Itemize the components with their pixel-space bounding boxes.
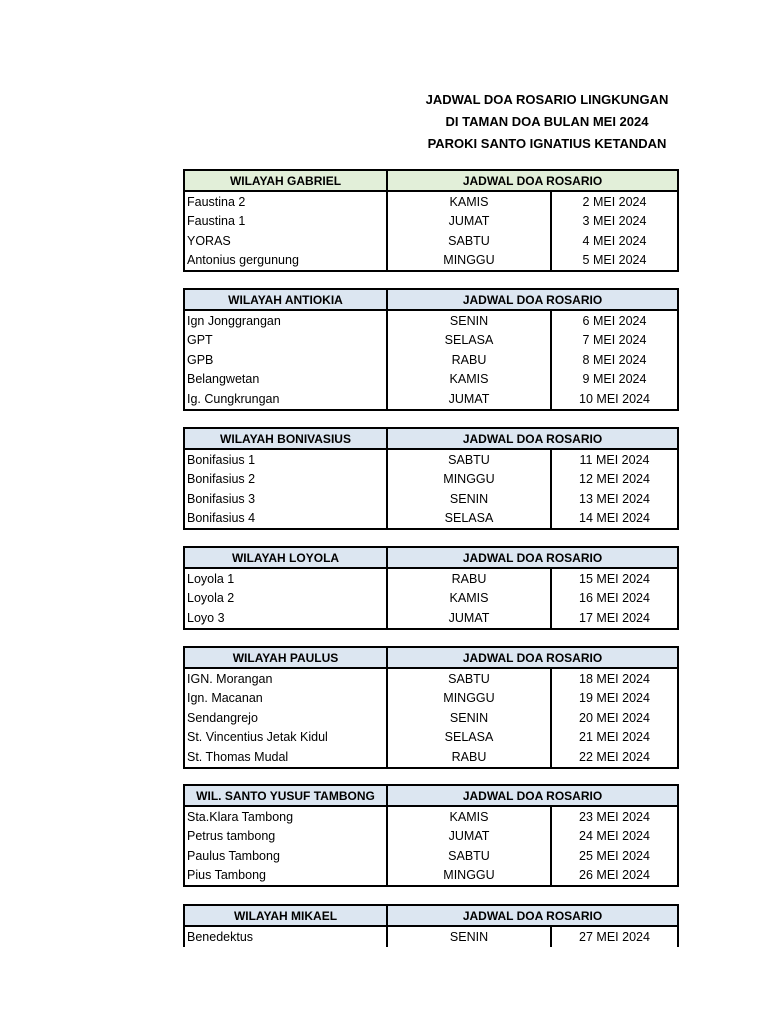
schedule-table xyxy=(183,646,679,769)
jadwal-header: JADWAL DOA ROSARIO xyxy=(387,647,678,668)
table-header-row xyxy=(184,905,678,926)
jadwal-header: JADWAL DOA ROSARIO xyxy=(387,289,678,310)
table-header-row xyxy=(184,647,678,668)
table-row xyxy=(184,608,678,629)
date-cell: 5 MEI 2024 xyxy=(551,251,678,272)
date-cell: 2 MEI 2024 xyxy=(551,191,678,212)
title-line-3: PAROKI SANTO IGNATIUS KETANDAN xyxy=(427,136,667,151)
date-cell: 6 MEI 2024 xyxy=(551,310,678,331)
table-row xyxy=(184,191,678,212)
lingkungan-name: Bonifasius 1 xyxy=(184,449,387,470)
lingkungan-name: Loyola 2 xyxy=(184,589,387,609)
table-row xyxy=(184,470,678,490)
table-row xyxy=(184,846,678,866)
lingkungan-name: Ign Jonggrangan xyxy=(184,310,387,331)
date-cell: 15 MEI 2024 xyxy=(551,568,678,589)
table-row xyxy=(184,866,678,887)
wilayah-header: WILAYAH ANTIOKIA xyxy=(184,289,387,310)
date-cell: 4 MEI 2024 xyxy=(551,231,678,251)
day-cell: SELASA xyxy=(387,509,551,530)
lingkungan-name: Ign. Macanan xyxy=(184,689,387,709)
lingkungan-name: Petrus tambong xyxy=(184,827,387,847)
schedule-table xyxy=(183,904,679,947)
day-cell: SENIN xyxy=(387,310,551,331)
lingkungan-name: Belangwetan xyxy=(184,370,387,390)
date-cell: 14 MEI 2024 xyxy=(551,509,678,530)
lingkungan-name: Pius Tambong xyxy=(184,866,387,887)
date-cell: 23 MEI 2024 xyxy=(551,806,678,827)
lingkungan-name: Loyo 3 xyxy=(184,608,387,629)
lingkungan-name: Benedektus xyxy=(184,926,387,947)
day-cell: SABTU xyxy=(387,449,551,470)
lingkungan-name: Sta.Klara Tambong xyxy=(184,806,387,827)
table-header-row xyxy=(184,170,678,191)
day-cell: RABU xyxy=(387,350,551,370)
wilayah-header: WILAYAH BONIVASIUS xyxy=(184,428,387,449)
day-cell: SENIN xyxy=(387,489,551,509)
table-row xyxy=(184,331,678,351)
date-cell: 18 MEI 2024 xyxy=(551,668,678,689)
lingkungan-name: Bonifasius 2 xyxy=(184,470,387,490)
date-cell: 21 MEI 2024 xyxy=(551,728,678,748)
date-cell: 19 MEI 2024 xyxy=(551,689,678,709)
table-row xyxy=(184,509,678,530)
lingkungan-name: Antonius gergunung xyxy=(184,251,387,272)
date-cell: 26 MEI 2024 xyxy=(551,866,678,887)
table-row xyxy=(184,728,678,748)
table-row xyxy=(184,350,678,370)
table-row xyxy=(184,231,678,251)
table-row xyxy=(184,310,678,331)
document-title xyxy=(417,89,677,155)
date-cell: 10 MEI 2024 xyxy=(551,389,678,410)
schedule-table xyxy=(183,288,679,411)
day-cell: JUMAT xyxy=(387,608,551,629)
wilayah-header: WILAYAH LOYOLA xyxy=(184,547,387,568)
lingkungan-name: St. Vincentius Jetak Kidul xyxy=(184,728,387,748)
day-cell: MINGGU xyxy=(387,251,551,272)
jadwal-header: JADWAL DOA ROSARIO xyxy=(387,428,678,449)
table-header-row xyxy=(184,785,678,806)
date-cell: 24 MEI 2024 xyxy=(551,827,678,847)
day-cell: RABU xyxy=(387,568,551,589)
date-cell: 27 MEI 2024 xyxy=(551,926,678,947)
table-row xyxy=(184,370,678,390)
day-cell: SABTU xyxy=(387,846,551,866)
table-row xyxy=(184,926,678,947)
schedule-table xyxy=(183,784,679,887)
lingkungan-name: Paulus Tambong xyxy=(184,846,387,866)
jadwal-header: JADWAL DOA ROSARIO xyxy=(387,905,678,926)
date-cell: 20 MEI 2024 xyxy=(551,708,678,728)
lingkungan-name: Bonifasius 3 xyxy=(184,489,387,509)
jadwal-header: JADWAL DOA ROSARIO xyxy=(387,547,678,568)
day-cell: KAMIS xyxy=(387,370,551,390)
lingkungan-name: Ig. Cungkrungan xyxy=(184,389,387,410)
lingkungan-name: GPT xyxy=(184,331,387,351)
day-cell: KAMIS xyxy=(387,589,551,609)
date-cell: 12 MEI 2024 xyxy=(551,470,678,490)
table-header-row xyxy=(184,428,678,449)
table-row xyxy=(184,806,678,827)
table-row xyxy=(184,708,678,728)
day-cell: SENIN xyxy=(387,708,551,728)
date-cell: 13 MEI 2024 xyxy=(551,489,678,509)
title-line-1: JADWAL DOA ROSARIO LINGKUNGAN xyxy=(425,92,669,107)
table-row xyxy=(184,568,678,589)
table-row xyxy=(184,251,678,272)
date-cell: 25 MEI 2024 xyxy=(551,846,678,866)
table-header-row xyxy=(184,547,678,568)
lingkungan-name: IGN. Morangan xyxy=(184,668,387,689)
day-cell: SABTU xyxy=(387,231,551,251)
schedule-table xyxy=(183,546,679,630)
date-cell: 8 MEI 2024 xyxy=(551,350,678,370)
day-cell: MINGGU xyxy=(387,866,551,887)
table-row xyxy=(184,668,678,689)
lingkungan-name: Bonifasius 4 xyxy=(184,509,387,530)
table-header-row xyxy=(184,289,678,310)
table-row xyxy=(184,747,678,768)
date-cell: 11 MEI 2024 xyxy=(551,449,678,470)
day-cell: KAMIS xyxy=(387,806,551,827)
lingkungan-name: Sendangrejo xyxy=(184,708,387,728)
jadwal-header: JADWAL DOA ROSARIO xyxy=(387,785,678,806)
lingkungan-name: Faustina 2 xyxy=(184,191,387,212)
date-cell: 22 MEI 2024 xyxy=(551,747,678,768)
date-cell: 16 MEI 2024 xyxy=(551,589,678,609)
date-cell: 9 MEI 2024 xyxy=(551,370,678,390)
day-cell: KAMIS xyxy=(387,191,551,212)
date-cell: 3 MEI 2024 xyxy=(551,212,678,232)
schedule-table xyxy=(183,427,679,530)
table-row xyxy=(184,489,678,509)
lingkungan-name: YORAS xyxy=(184,231,387,251)
date-cell: 17 MEI 2024 xyxy=(551,608,678,629)
day-cell: SELASA xyxy=(387,728,551,748)
day-cell: SELASA xyxy=(387,331,551,351)
lingkungan-name: Loyola 1 xyxy=(184,568,387,589)
table-row xyxy=(184,589,678,609)
day-cell: SENIN xyxy=(387,926,551,947)
day-cell: MINGGU xyxy=(387,470,551,490)
jadwal-header: JADWAL DOA ROSARIO xyxy=(387,170,678,191)
wilayah-header: WILAYAH GABRIEL xyxy=(184,170,387,191)
day-cell: JUMAT xyxy=(387,212,551,232)
table-row xyxy=(184,389,678,410)
lingkungan-name: GPB xyxy=(184,350,387,370)
wilayah-header: WILAYAH PAULUS xyxy=(184,647,387,668)
day-cell: MINGGU xyxy=(387,689,551,709)
day-cell: SABTU xyxy=(387,668,551,689)
day-cell: JUMAT xyxy=(387,389,551,410)
lingkungan-name: Faustina 1 xyxy=(184,212,387,232)
schedule-table xyxy=(183,169,679,272)
wilayah-header: WIL. SANTO YUSUF TAMBONG xyxy=(184,785,387,806)
table-row xyxy=(184,212,678,232)
day-cell: RABU xyxy=(387,747,551,768)
table-row xyxy=(184,689,678,709)
table-row xyxy=(184,827,678,847)
lingkungan-name: St. Thomas Mudal xyxy=(184,747,387,768)
table-row xyxy=(184,449,678,470)
title-line-2: DI TAMAN DOA BULAN MEI 2024 xyxy=(445,114,649,129)
day-cell: JUMAT xyxy=(387,827,551,847)
date-cell: 7 MEI 2024 xyxy=(551,331,678,351)
wilayah-header: WILAYAH MIKAEL xyxy=(184,905,387,926)
